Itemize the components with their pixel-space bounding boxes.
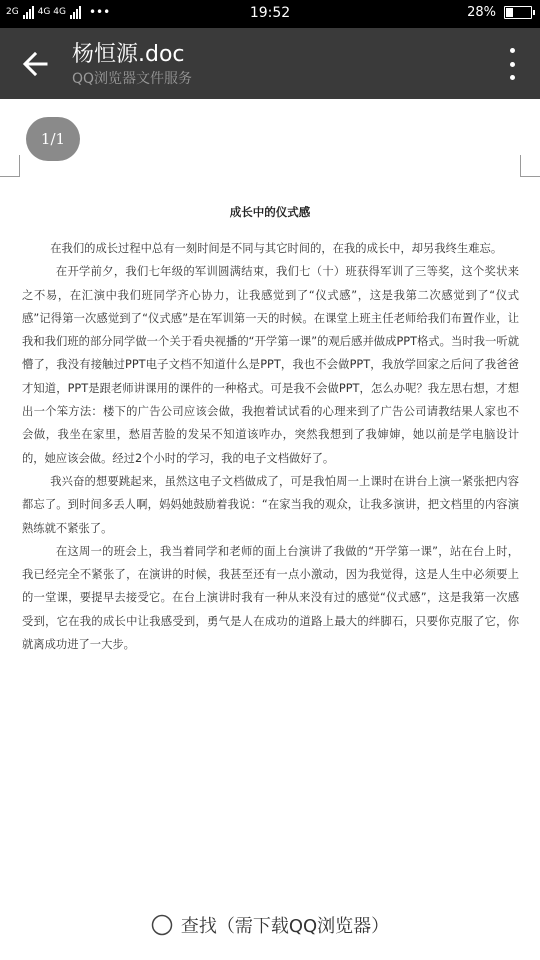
arrow-left-icon bbox=[16, 44, 56, 84]
paragraph-4: 在这周一的班会上，我当着同学和老师的面上台演讲了我做的“开学第一课”，站在台上时，我已经完全不紧张了，在演讲的时候，我甚至还有一点小激动，因为我觉得，这是人生中必须要上的一堂课，要提早去接受它。在台上演讲时我有一种从来没有过的感觉“仪式感”，这是我第一次感受到，它在我的成长中让我感受到，勇气是人在成功的道路上最大的绊脚石，只要你克服了它，你就离成功进了一大步。 bbox=[22, 544, 519, 652]
status-bar bbox=[0, 0, 540, 28]
document-body bbox=[22, 237, 519, 656]
more-vertical-icon bbox=[510, 48, 515, 80]
back-button[interactable] bbox=[16, 44, 56, 84]
battery-icon bbox=[504, 6, 532, 19]
document-viewport[interactable] bbox=[0, 99, 540, 899]
search-icon bbox=[151, 914, 173, 936]
network-2g-label: 2G bbox=[6, 7, 19, 17]
notification-dots: ••• bbox=[88, 5, 111, 19]
page-corner-left bbox=[0, 155, 20, 177]
status-right bbox=[467, 5, 532, 20]
more-menu-button[interactable] bbox=[506, 48, 518, 80]
find-bar[interactable] bbox=[0, 900, 540, 950]
battery-percent: 28% bbox=[467, 5, 496, 20]
paragraph-1: 在我们的成长过程中总有一刻时间是不同与其它时间的，在我的成长中，却另我终生难忘。 bbox=[50, 242, 503, 255]
network-4g-label: 4G 4G bbox=[37, 7, 66, 17]
status-time: 19:52 bbox=[249, 5, 291, 21]
paragraph-2: 在开学前夕，我们七年级的军训圆满结束，我们七（十）班获得军训了三等奖，这个奖状来之不易，在汇演中我们班同学齐心协力，让我感觉到了“仪式感”，这是我第二次感觉到了“仪式感”记得第一次感觉到了“仪式感”是在军训第一天的时候。在课堂上班主任老师给我们布置作业，让我和我们班的部分同学做一个关于看央视播的“开学第一课”的观后感并做成PPT格式。当时我一听就懵了，我没有接触过PPT电子文档不知道什么是PPT，我也不会做PPT，我放学回家之后问了我爸爸才知道，PPT是跟老师讲课用的课件的一种格式。可是我不会做PPT，怎么办呢？我左思右想，才想出一个笨方法：楼下的广告公司应该会做，我抱着试试看的心理来到了广告公司请教结果人家也不会做，我坐在家里，愁眉苦脸的发呆不知道该咋办，突然我想到了我婶婶，她以前是学电脑设计的，她应该会做。经过2个小时的学习，我的电子文档做好了。 bbox=[22, 265, 519, 465]
find-label: 查找（需下载QQ浏览器） bbox=[180, 916, 390, 937]
page-indicator: 1/1 bbox=[26, 117, 80, 161]
battery-fill bbox=[506, 8, 513, 17]
app-bar bbox=[0, 28, 540, 99]
file-subtitle: QQ浏览器文件服务 bbox=[72, 71, 193, 87]
page-corner-right bbox=[520, 155, 540, 177]
file-title: 杨恒源.doc bbox=[72, 42, 185, 67]
document-title: 成长中的仪式感 bbox=[229, 205, 311, 219]
paragraph-3: 我兴奋的想要跳起来，虽然这电子文档做成了，可是我怕周一上课时在讲台上演一紧张把内容都忘了。到时间多丢人啊，妈妈她鼓励着我说：“在家当我的观众，让我多演讲，把文档里的内容演熟练就不紧张了。 bbox=[22, 474, 519, 535]
